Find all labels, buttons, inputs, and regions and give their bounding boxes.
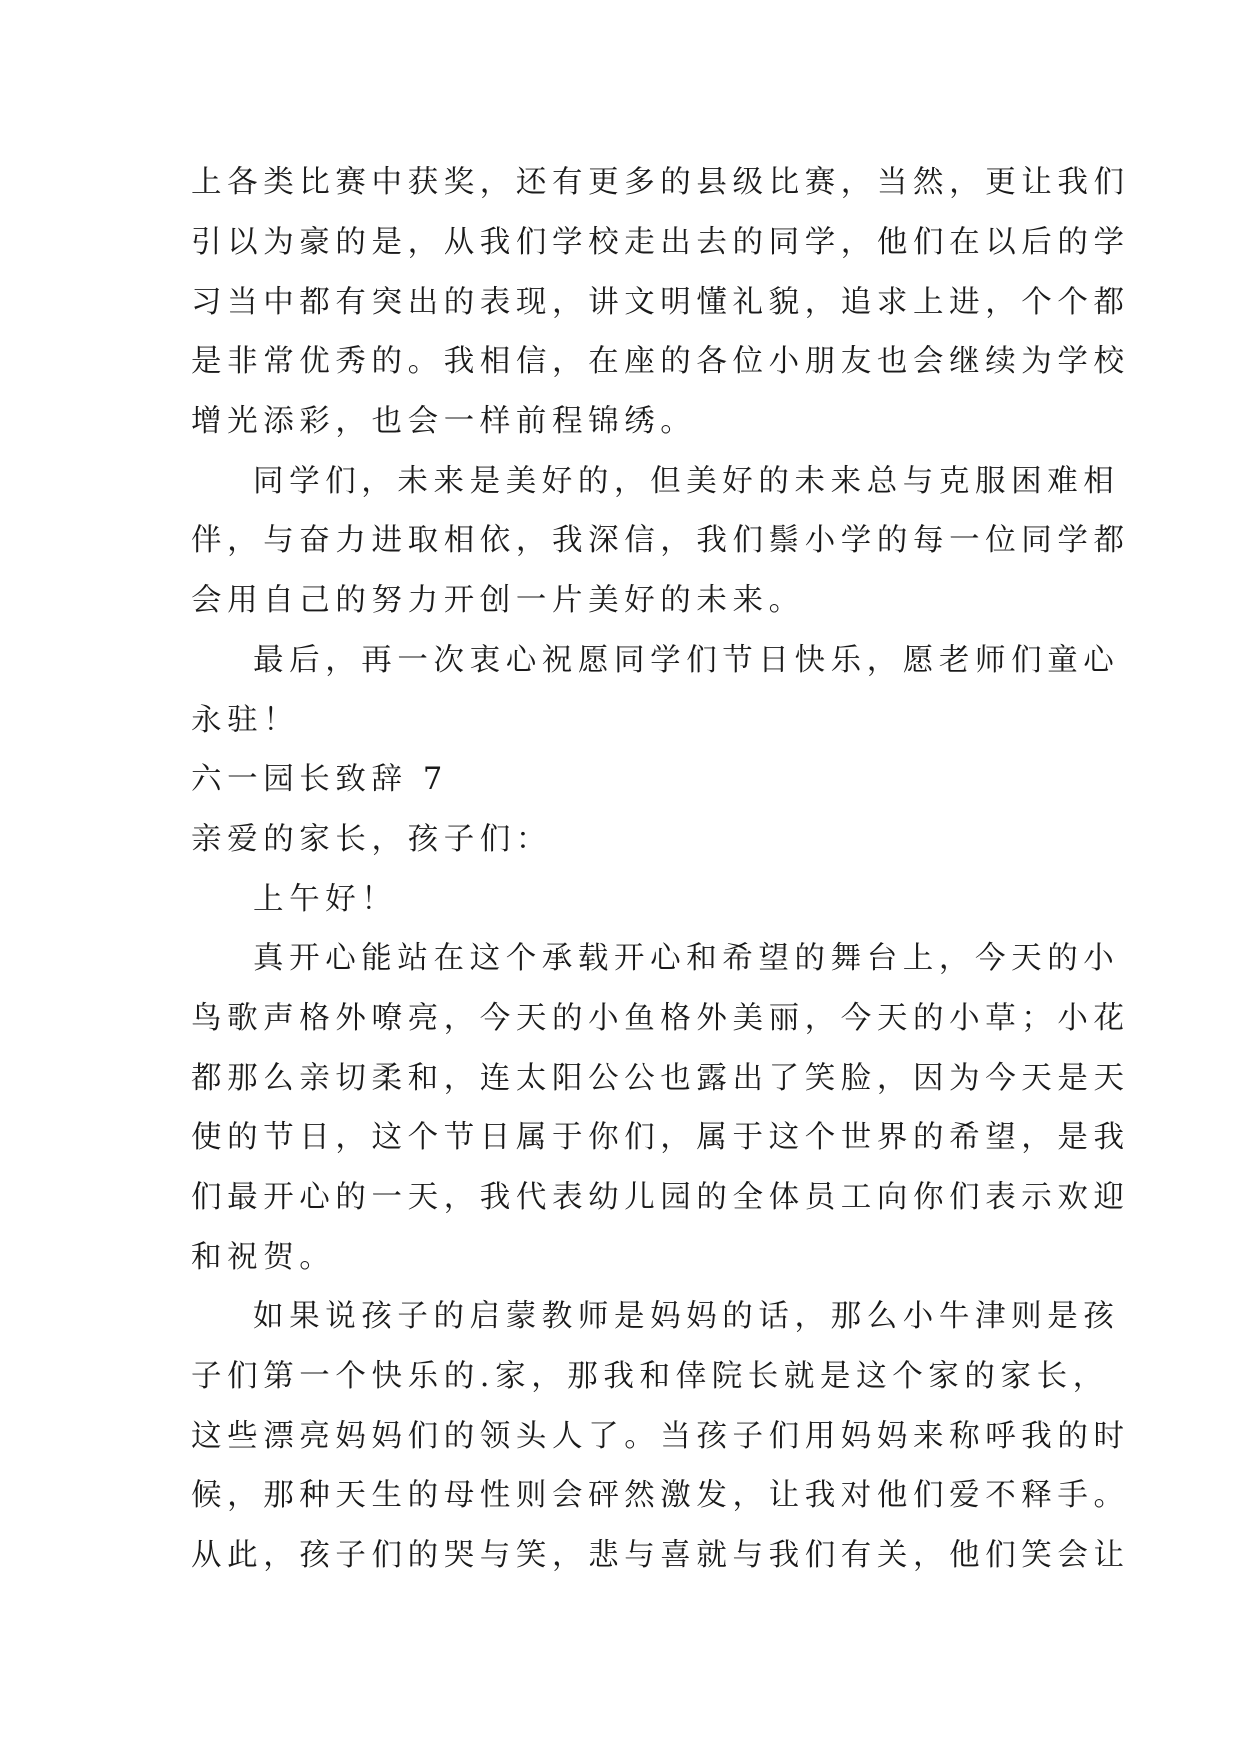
paragraph-line: 这些漂亮妈妈们的领头人了。当孩子们用妈妈来称呼我的时 <box>191 1419 1130 1454</box>
paragraph-line: 上各类比赛中获奖，还有更多的县级比赛，当然，更让我们 <box>191 165 1130 200</box>
paragraph-line: 习当中都有突出的表现，讲文明懂礼貌，追求上进，个个都 <box>191 285 1130 320</box>
paragraph-line: 和祝贺。 <box>191 1240 336 1275</box>
paragraph-line: 引以为豪的是，从我们学校走出去的同学，他们在以后的学 <box>191 225 1130 260</box>
paragraph-line: 候，那种天生的母性则会砰然激发，让我对他们爱不释手。 <box>191 1478 1130 1513</box>
paragraph-line: 如果说孩子的启蒙教师是妈妈的话，那么小牛津则是孩 <box>253 1299 1120 1334</box>
paragraph-line: 增光添彩，也会一样前程锦绣。 <box>191 404 697 439</box>
paragraph-line: 真开心能站在这个承载开心和希望的舞台上，今天的小 <box>253 941 1120 976</box>
paragraph-line: 鸟歌声格外嘹亮，今天的小鱼格外美丽，今天的小草；小花 <box>191 1001 1130 1036</box>
paragraph-line: 们最开心的一天，我代表幼儿园的全体员工向你们表示欢迎 <box>191 1180 1130 1215</box>
salutation: 亲爱的家长，孩子们： <box>191 822 552 857</box>
paragraph-line: 会用自己的努力开创一片美好的未来。 <box>191 583 805 618</box>
paragraph-line: 伴，与奋力进取相依，我深信，我们鬃小学的每一位同学都 <box>191 523 1130 558</box>
paragraph-line: 使的节日，这个节日属于你们，属于这个世界的希望，是我 <box>191 1120 1130 1155</box>
paragraph-line: 子们第一个快乐的.家，那我和倖院长就是这个家的家长， <box>191 1359 1109 1394</box>
paragraph-line: 从此，孩子们的哭与笑，悲与喜就与我们有关，他们笑会让 <box>191 1538 1130 1573</box>
paragraph-line: 永驻！ <box>191 703 300 738</box>
paragraph-line: 同学们，未来是美好的，但美好的未来总与克服困难相 <box>253 464 1120 499</box>
paragraph-line: 是非常优秀的。我相信，在座的各位小朋友也会继续为学校 <box>191 344 1130 379</box>
section-heading: 六一园长致辞 7 <box>191 762 448 797</box>
greeting: 上午好！ <box>253 882 398 917</box>
paragraph-line: 最后，再一次衷心祝愿同学们节日快乐，愿老师们童心 <box>253 643 1120 678</box>
paragraph-line: 都那么亲切柔和，连太阳公公也露出了笑脸，因为今天是天 <box>191 1061 1130 1096</box>
